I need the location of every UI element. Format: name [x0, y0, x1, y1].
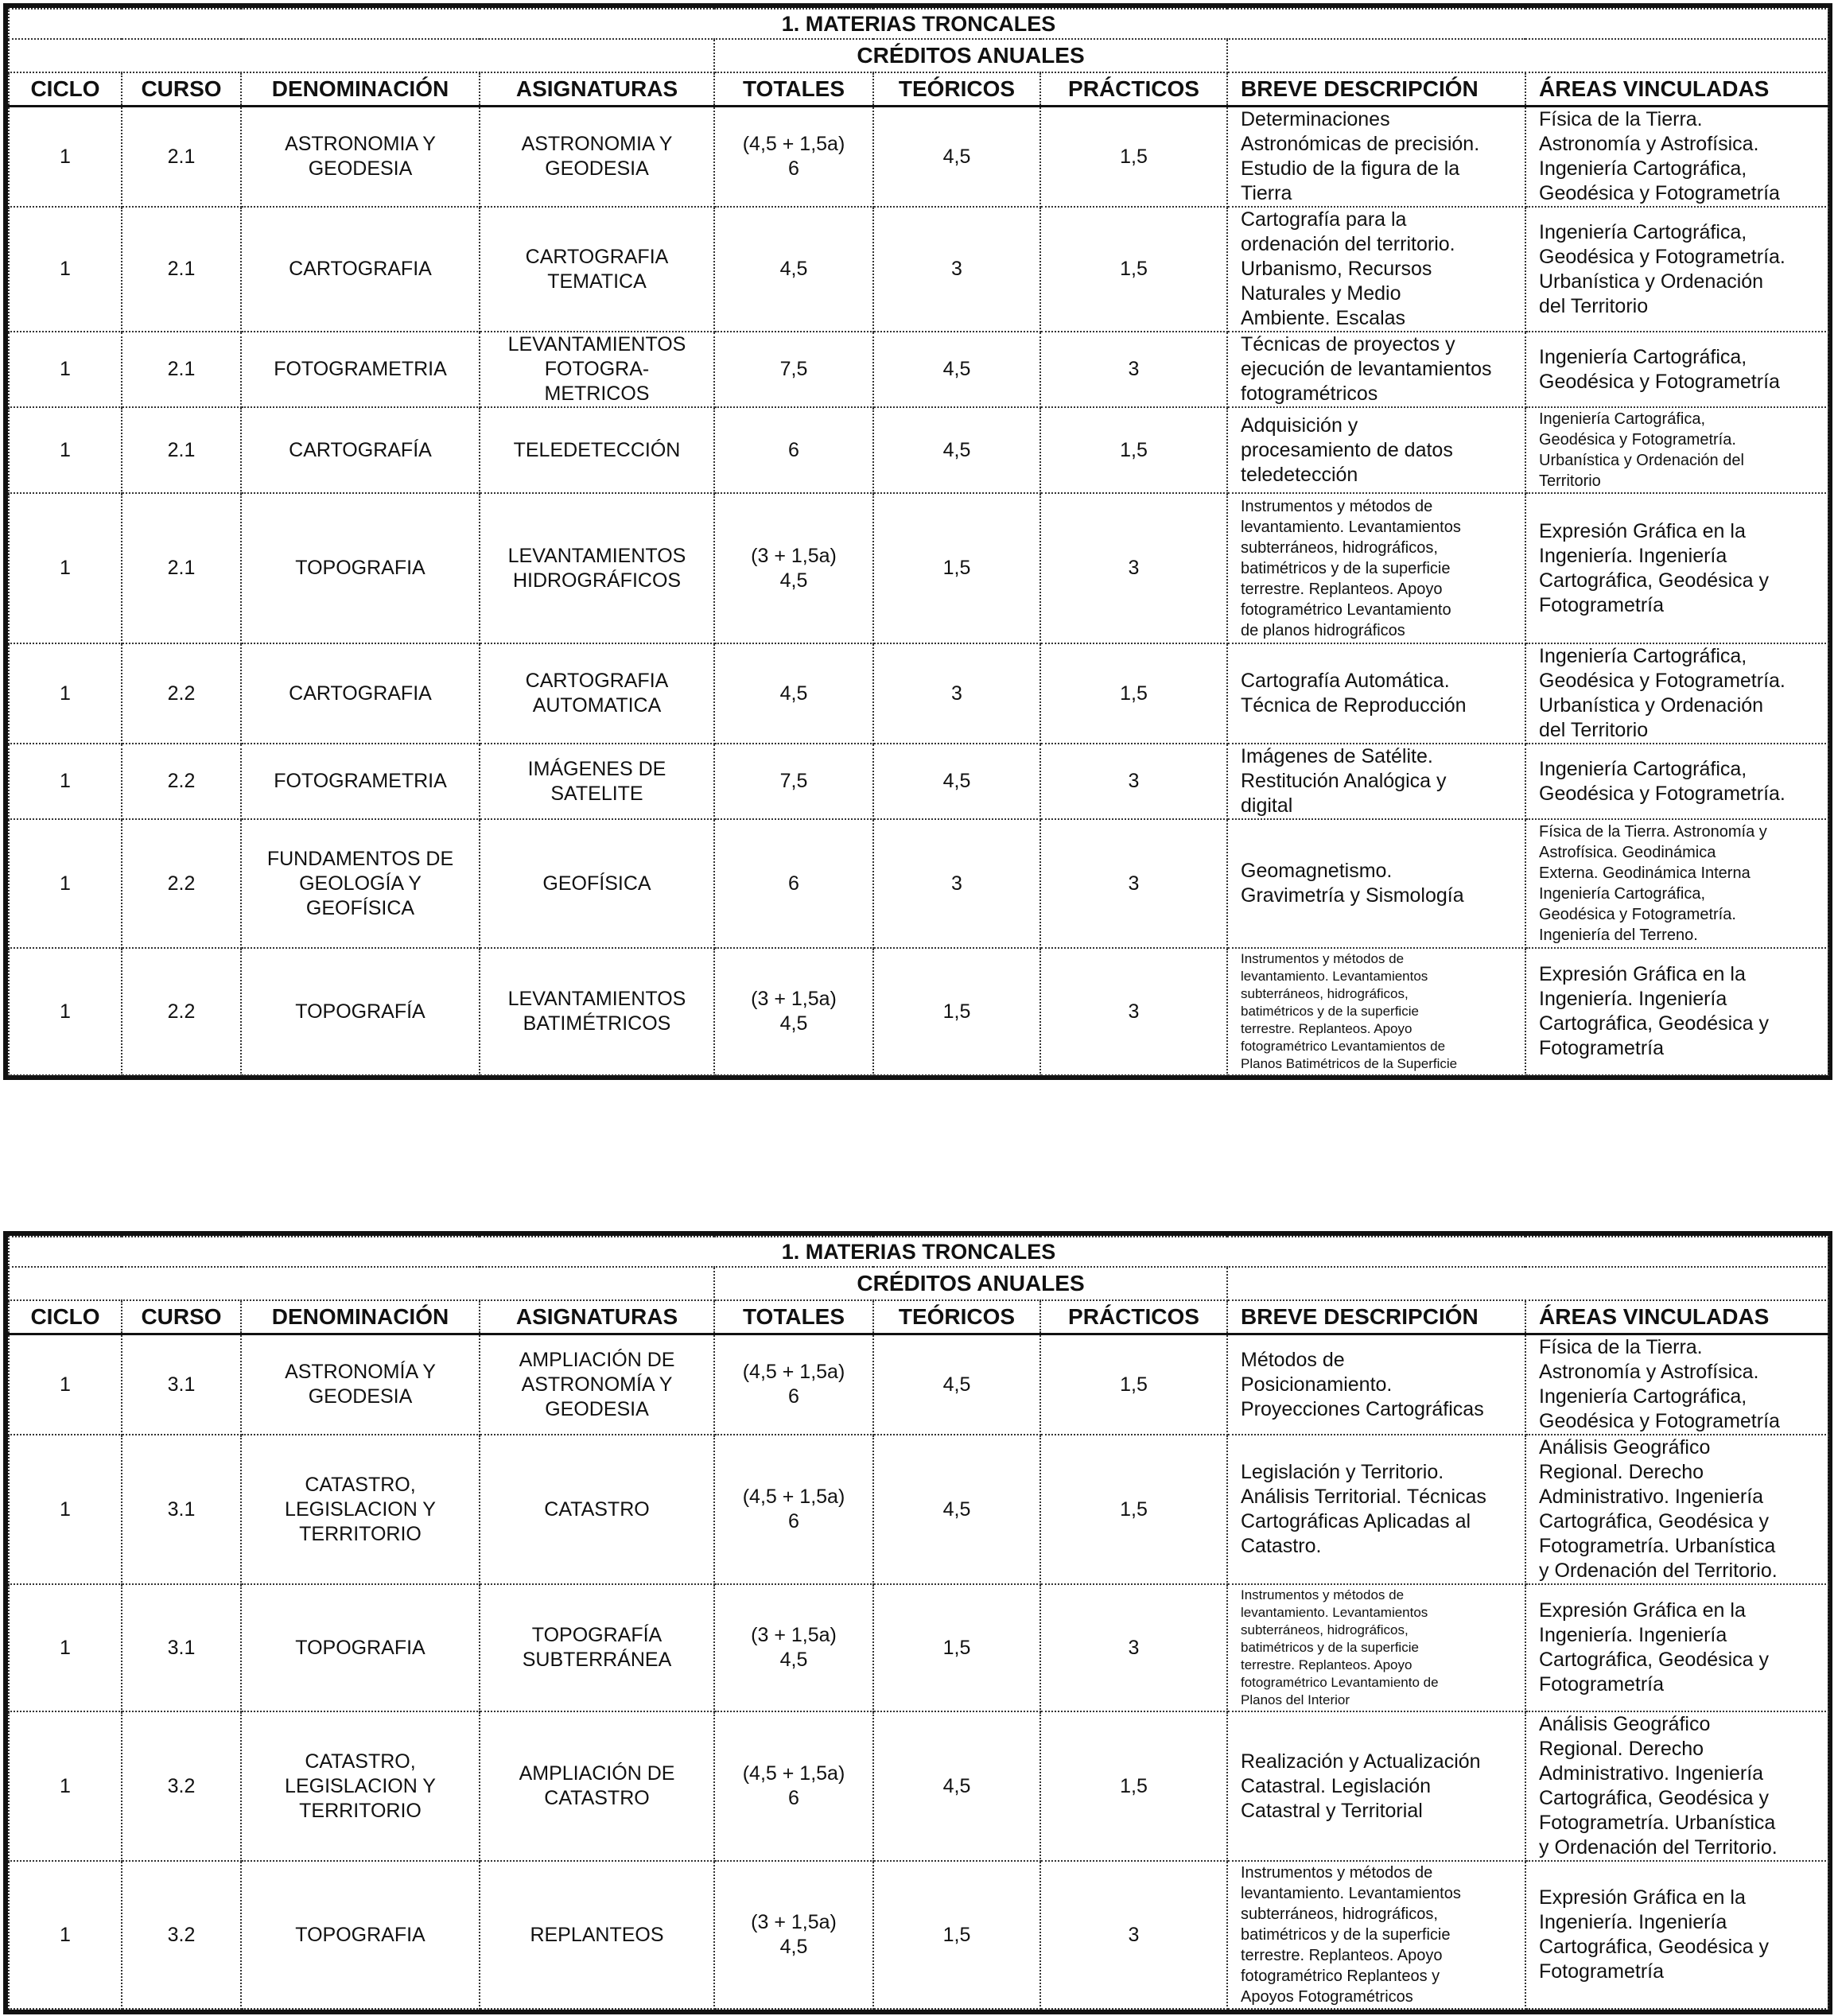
cell-areas: Análisis Geográfico Regional. Derecho Administrativo. Ingeniería Cartográfica, Geodésica y Fotogrametría. Urbanística y Ordenación del Territorio. [1525, 1435, 1828, 1584]
cell-practicos: 1,5 [1040, 1711, 1227, 1861]
cell-teoricos: 4,5 [873, 1711, 1040, 1861]
cell-totales: 7,5 [714, 332, 873, 407]
cell-descripcion: Cartografía para la ordenación del territorio. Urbanismo, Recursos Naturales y Medio Ambiente. Escalas [1227, 207, 1525, 332]
cell-descripcion: Técnicas de proyectos y ejecución de levantamientos fotogramétricos [1227, 332, 1525, 407]
cell-practicos: 1,5 [1040, 407, 1227, 493]
cell-practicos: 3 [1040, 1861, 1227, 2009]
cell-teoricos: 3 [873, 819, 1040, 948]
col-teoricos: TEÓRICOS [873, 1300, 1040, 1334]
cell-curso: 3.1 [122, 1435, 241, 1584]
table-row [9, 332, 1828, 407]
cell-practicos: 1,5 [1040, 1334, 1227, 1435]
cell-totales: (4,5 + 1,5a) 6 [714, 1334, 873, 1435]
header-spacer [1227, 1267, 1828, 1300]
cell-totales: (4,5 + 1,5a) 6 [714, 1435, 873, 1584]
col-descripcion: BREVE DESCRIPCIÓN [1227, 1300, 1525, 1334]
header-spacer [9, 1267, 714, 1300]
cell-totales: (4,5 + 1,5a) 6 [714, 107, 873, 208]
cell-denominacion: TOPOGRAFIA [241, 1584, 480, 1711]
table-row [9, 1861, 1828, 2009]
cell-ciclo: 1 [9, 948, 122, 1075]
col-ciclo: CICLO [9, 1300, 122, 1334]
cell-asignatura: LEVANTAMIENTOS FOTOGRA- METRICOS [480, 332, 714, 407]
cell-totales: (4,5 + 1,5a) 6 [714, 1711, 873, 1861]
cell-ciclo: 1 [9, 332, 122, 407]
cell-asignatura: TOPOGRAFÍA SUBTERRÁNEA [480, 1584, 714, 1711]
header-spacer [9, 39, 714, 72]
cell-practicos: 3 [1040, 332, 1227, 407]
col-teoricos: TEÓRICOS [873, 72, 1040, 107]
cell-denominacion: TOPOGRAFÍA [241, 948, 480, 1075]
cell-descripcion: Legislación y Territorio. Análisis Territorial. Técnicas Cartográficas Aplicadas al Catastro. [1227, 1435, 1525, 1584]
cell-teoricos: 4,5 [873, 332, 1040, 407]
table-row [9, 1711, 1828, 1861]
col-asignaturas: ASIGNATURAS [480, 1300, 714, 1334]
cell-practicos: 1,5 [1040, 1435, 1227, 1584]
cell-denominacion: FOTOGRAMETRIA [241, 332, 480, 407]
cell-descripcion: Geomagnetismo. Gravimetría y Sismología [1227, 819, 1525, 948]
cell-asignatura: GEOFÍSICA [480, 819, 714, 948]
cell-totales: 4,5 [714, 207, 873, 332]
cell-curso: 2.1 [122, 407, 241, 493]
cell-denominacion: ASTRONOMÍA Y GEODESIA [241, 1334, 480, 1435]
cell-ciclo: 1 [9, 107, 122, 208]
cell-denominacion: TOPOGRAFIA [241, 493, 480, 643]
table-2 [8, 1236, 1829, 2010]
cell-descripcion: Instrumentos y métodos de levantamiento. Levantamientos subterráneos, hidrográficos, batimétricos y de la superficie terrestre. Replanteos. Apoyo fotogramétrico Replanteos y Apoyos Fotogramétricos [1227, 1861, 1525, 2009]
cell-curso: 3.2 [122, 1711, 241, 1861]
header-spacer [1227, 39, 1828, 72]
cell-denominacion: FUNDAMENTOS DE GEOLOGÍA Y GEOFÍSICA [241, 819, 480, 948]
col-ciclo: CICLO [9, 72, 122, 107]
col-practicos: PRÁCTICOS [1040, 72, 1227, 107]
col-curso: CURSO [122, 72, 241, 107]
cell-ciclo: 1 [9, 1435, 122, 1584]
cell-descripcion: Instrumentos y métodos de levantamiento. Levantamientos subterráneos, hidrográficos, batimétricos y de la superficie terrestre. Replanteos. Apoyo fotogramétrico Levantamiento de planos hidrográficos [1227, 493, 1525, 643]
cell-totales: (3 + 1,5a) 4,5 [714, 1861, 873, 2009]
cell-areas: Ingeniería Cartográfica, Geodésica y Fotogrametría. [1525, 744, 1828, 819]
cell-practicos: 3 [1040, 819, 1227, 948]
table-row [9, 407, 1828, 493]
cell-teoricos: 4,5 [873, 407, 1040, 493]
cell-teoricos: 3 [873, 643, 1040, 744]
cell-descripcion: Métodos de Posicionamiento. Proyecciones Cartográficas [1227, 1334, 1525, 1435]
cell-ciclo: 1 [9, 643, 122, 744]
cell-teoricos: 1,5 [873, 948, 1040, 1075]
table-row [9, 1435, 1828, 1584]
table-title: 1. MATERIAS TRONCALES [9, 1237, 1828, 1267]
cell-ciclo: 1 [9, 819, 122, 948]
cell-descripcion: Imágenes de Satélite. Restitución Analógica y digital [1227, 744, 1525, 819]
cell-teoricos: 4,5 [873, 744, 1040, 819]
cell-areas: Física de la Tierra. Astronomía y Astrofísica. Ingeniería Cartográfica, Geodésica y Fotogrametría [1525, 1334, 1828, 1435]
cell-ciclo: 1 [9, 1584, 122, 1711]
cell-practicos: 3 [1040, 493, 1227, 643]
cell-ciclo: 1 [9, 1334, 122, 1435]
cell-totales: 6 [714, 819, 873, 948]
cell-ciclo: 1 [9, 744, 122, 819]
cell-curso: 2.1 [122, 332, 241, 407]
col-descripcion: BREVE DESCRIPCIÓN [1227, 72, 1525, 107]
cell-totales: 6 [714, 407, 873, 493]
cell-curso: 3.2 [122, 1861, 241, 2009]
cell-descripcion: Realización y Actualización Catastral. Legislación Catastral y Territorial [1227, 1711, 1525, 1861]
cell-practicos: 3 [1040, 1584, 1227, 1711]
cell-practicos: 1,5 [1040, 643, 1227, 744]
cell-areas: Ingeniería Cartográfica, Geodésica y Fotogrametría. Urbanística y Ordenación del Territorio [1525, 643, 1828, 744]
table-row [9, 948, 1828, 1075]
cell-totales: 7,5 [714, 744, 873, 819]
col-curso: CURSO [122, 1300, 241, 1334]
cell-asignatura: LEVANTAMIENTOS HIDROGRÁFICOS [480, 493, 714, 643]
table-row [9, 1334, 1828, 1435]
cell-areas: Expresión Gráfica en la Ingeniería. Ingeniería Cartográfica, Geodésica y Fotogrametría [1525, 1861, 1828, 2009]
cell-curso: 2.2 [122, 819, 241, 948]
col-totales: TOTALES [714, 1300, 873, 1334]
cell-asignatura: IMÁGENES DE SATELITE [480, 744, 714, 819]
table-row [9, 643, 1828, 744]
cell-curso: 2.2 [122, 744, 241, 819]
cell-ciclo: 1 [9, 1711, 122, 1861]
cell-ciclo: 1 [9, 1861, 122, 2009]
cell-asignatura: AMPLIACIÓN DE CATASTRO [480, 1711, 714, 1861]
table-1 [8, 8, 1829, 1076]
col-areas: ÁREAS VINCULADAS [1525, 1300, 1828, 1334]
cell-totales: 4,5 [714, 643, 873, 744]
cell-teoricos: 1,5 [873, 1861, 1040, 2009]
cell-areas: Ingeniería Cartográfica, Geodésica y Fotogrametría. Urbanística y Ordenación del Territorio [1525, 407, 1828, 493]
table-row [9, 107, 1828, 208]
cell-asignatura: REPLANTEOS [480, 1861, 714, 2009]
cell-totales: (3 + 1,5a) 4,5 [714, 1584, 873, 1711]
cell-teoricos: 1,5 [873, 1584, 1040, 1711]
col-asignaturas: ASIGNATURAS [480, 72, 714, 107]
cell-areas: Física de la Tierra. Astronomía y Astrofísica. Geodinámica Externa. Geodinámica Interna Ingeniería Cartográfica, Geodésica y Fotogrametría. Ingeniería del Terreno. [1525, 819, 1828, 948]
credits-header: CRÉDITOS ANUALES [714, 39, 1227, 72]
troncales-table-2 [3, 1231, 1832, 2014]
cell-curso: 2.2 [122, 948, 241, 1075]
cell-areas: Expresión Gráfica en la Ingeniería. Ingeniería Cartográfica, Geodésica y Fotogrametría [1525, 1584, 1828, 1711]
cell-descripcion: Instrumentos y métodos de levantamiento. Levantamientos subterráneos, hidrográficos, batimétricos y de la superficie terrestre. Replanteos. Apoyo fotogramétrico Levantamientos de Planos Batimétricos de la Superficie [1227, 948, 1525, 1075]
cell-teoricos: 4,5 [873, 1334, 1040, 1435]
cell-descripcion: Adquisición y procesamiento de datos teledetección [1227, 407, 1525, 493]
cell-areas: Ingeniería Cartográfica, Geodésica y Fotogrametría. Urbanística y Ordenación del Territorio [1525, 207, 1828, 332]
cell-asignatura: CATASTRO [480, 1435, 714, 1584]
cell-denominacion: CATASTRO, LEGISLACION Y TERRITORIO [241, 1711, 480, 1861]
cell-asignatura: AMPLIACIÓN DE ASTRONOMÍA Y GEODESIA [480, 1334, 714, 1435]
col-practicos: PRÁCTICOS [1040, 1300, 1227, 1334]
cell-teoricos: 4,5 [873, 107, 1040, 208]
table-title: 1. MATERIAS TRONCALES [9, 9, 1828, 39]
cell-asignatura: TELEDETECCIÓN [480, 407, 714, 493]
col-totales: TOTALES [714, 72, 873, 107]
cell-asignatura: CARTOGRAFIA AUTOMATICA [480, 643, 714, 744]
cell-denominacion: CARTOGRAFIA [241, 207, 480, 332]
cell-practicos: 1,5 [1040, 107, 1227, 208]
cell-denominacion: FOTOGRAMETRIA [241, 744, 480, 819]
cell-ciclo: 1 [9, 407, 122, 493]
cell-totales: (3 + 1,5a) 4,5 [714, 948, 873, 1075]
cell-curso: 2.1 [122, 493, 241, 643]
cell-asignatura: ASTRONOMIA Y GEODESIA [480, 107, 714, 208]
cell-teoricos: 4,5 [873, 1435, 1040, 1584]
cell-asignatura: CARTOGRAFIA TEMATICA [480, 207, 714, 332]
cell-denominacion: CATASTRO, LEGISLACION Y TERRITORIO [241, 1435, 480, 1584]
table-row [9, 744, 1828, 819]
cell-denominacion: TOPOGRAFIA [241, 1861, 480, 2009]
cell-ciclo: 1 [9, 207, 122, 332]
cell-descripcion: Cartografía Automática. Técnica de Reproducción [1227, 643, 1525, 744]
cell-denominacion: CARTOGRAFIA [241, 643, 480, 744]
table-row [9, 207, 1828, 332]
cell-curso: 2.2 [122, 643, 241, 744]
table-row [9, 1584, 1828, 1711]
cell-areas: Expresión Gráfica en la Ingeniería. Ingeniería Cartográfica, Geodésica y Fotogrametría [1525, 948, 1828, 1075]
cell-practicos: 3 [1040, 948, 1227, 1075]
cell-totales: (3 + 1,5a) 4,5 [714, 493, 873, 643]
cell-areas: Expresión Gráfica en la Ingeniería. Ingeniería Cartográfica, Geodésica y Fotogrametría [1525, 493, 1828, 643]
cell-areas: Ingeniería Cartográfica, Geodésica y Fotogrametría [1525, 332, 1828, 407]
troncales-table-1 [3, 3, 1832, 1080]
cell-curso: 3.1 [122, 1584, 241, 1711]
cell-teoricos: 1,5 [873, 493, 1040, 643]
cell-ciclo: 1 [9, 493, 122, 643]
cell-areas: Análisis Geográfico Regional. Derecho Administrativo. Ingeniería Cartográfica, Geodésica y Fotogrametría. Urbanística y Ordenación del Territorio. [1525, 1711, 1828, 1861]
cell-denominacion: CARTOGRAFÍA [241, 407, 480, 493]
cell-asignatura: LEVANTAMIENTOS BATIMÉTRICOS [480, 948, 714, 1075]
cell-curso: 2.1 [122, 207, 241, 332]
cell-practicos: 1,5 [1040, 207, 1227, 332]
cell-descripcion: Determinaciones Astronómicas de precisión. Estudio de la figura de la Tierra [1227, 107, 1525, 208]
cell-denominacion: ASTRONOMIA Y GEODESIA [241, 107, 480, 208]
col-denominacion: DENOMINACIÓN [241, 1300, 480, 1334]
table-row [9, 819, 1828, 948]
cell-practicos: 3 [1040, 744, 1227, 819]
col-denominacion: DENOMINACIÓN [241, 72, 480, 107]
cell-descripcion: Instrumentos y métodos de levantamiento. Levantamientos subterráneos, hidrográficos, batimétricos y de la superficie terrestre. Replanteos. Apoyo fotogramétrico Levantamiento de Planos del Interior [1227, 1584, 1525, 1711]
cell-teoricos: 3 [873, 207, 1040, 332]
cell-curso: 3.1 [122, 1334, 241, 1435]
table-row [9, 493, 1828, 643]
cell-areas: Física de la Tierra. Astronomía y Astrofísica. Ingeniería Cartográfica, Geodésica y Fotogrametría [1525, 107, 1828, 208]
cell-curso: 2.1 [122, 107, 241, 208]
col-areas: ÁREAS VINCULADAS [1525, 72, 1828, 107]
credits-header: CRÉDITOS ANUALES [714, 1267, 1227, 1300]
